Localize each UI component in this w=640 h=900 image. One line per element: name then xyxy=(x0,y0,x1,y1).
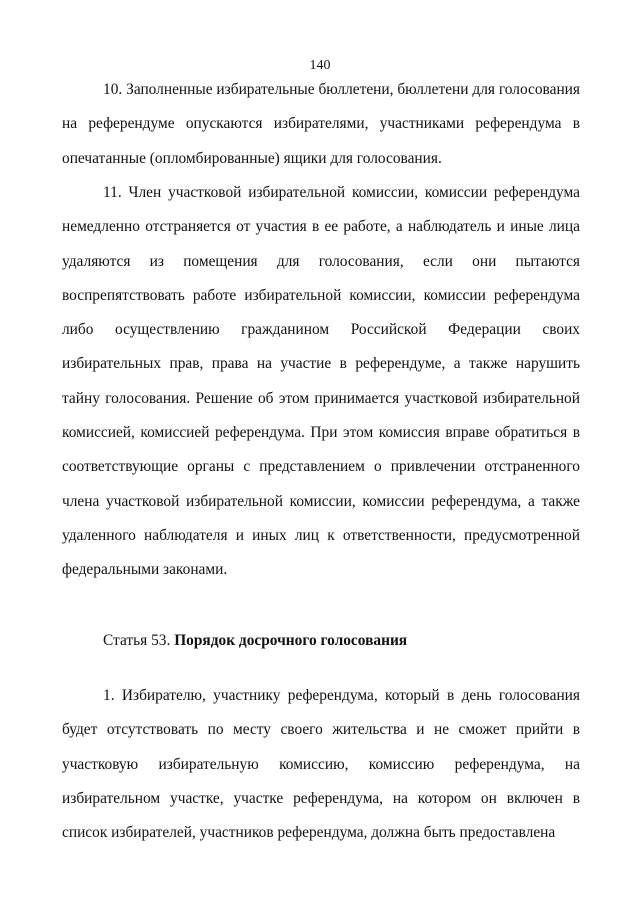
article-paragraph-1-block xyxy=(62,679,580,850)
article-heading xyxy=(103,631,407,651)
paragraph-10-block xyxy=(62,73,580,176)
article-title: Порядок досрочного голосования xyxy=(174,632,408,649)
paragraph-11-block xyxy=(62,176,580,588)
article-paragraph-1: 1. Избирателю, участнику референдума, который в день голосования будет отсутствовать по месту своего жительства и не сможет прийти в участковую избирательную комиссию, комиссию референдума, на избирательном участке, участке референдума, на котором он включен в список избирателей, участников референдума, должна быть предоставлена xyxy=(62,687,580,842)
page-number: 140 xyxy=(309,58,331,73)
paragraph-10: 10. Заполненные избирательные бюллетени, бюллетени для голосования на референдуме опускаются избирателями, участниками референдума в опечатанные (опломбированные) ящики для голосования. xyxy=(62,81,580,167)
paragraph-11: 11. Член участковой избирательной комиссии, комиссии референдума немедленно отстраняется от участия в ее работе, а наблюдатель и иные лица удаляются из помещения для голосования, если они пытаются воспрепятствовать работе избирательной комиссии, комиссии референдума либо осуществлению гражданином Российской Федерации своих избирательных прав, права на участие в референдуме, а также нарушить тайну голосования. Решение об этом принимается участковой избирательной комиссией, комиссией референдума. При этом комиссия вправе обратиться в соответствующие органы с представлением о привлечении отстраненного члена участковой избирательной комиссии, комиссии референдума, а также удаленного наблюдателя и иных лиц к ответственности, предусмотренной федеральными законами. xyxy=(62,184,580,579)
article-label: Статья 53. xyxy=(103,632,171,649)
